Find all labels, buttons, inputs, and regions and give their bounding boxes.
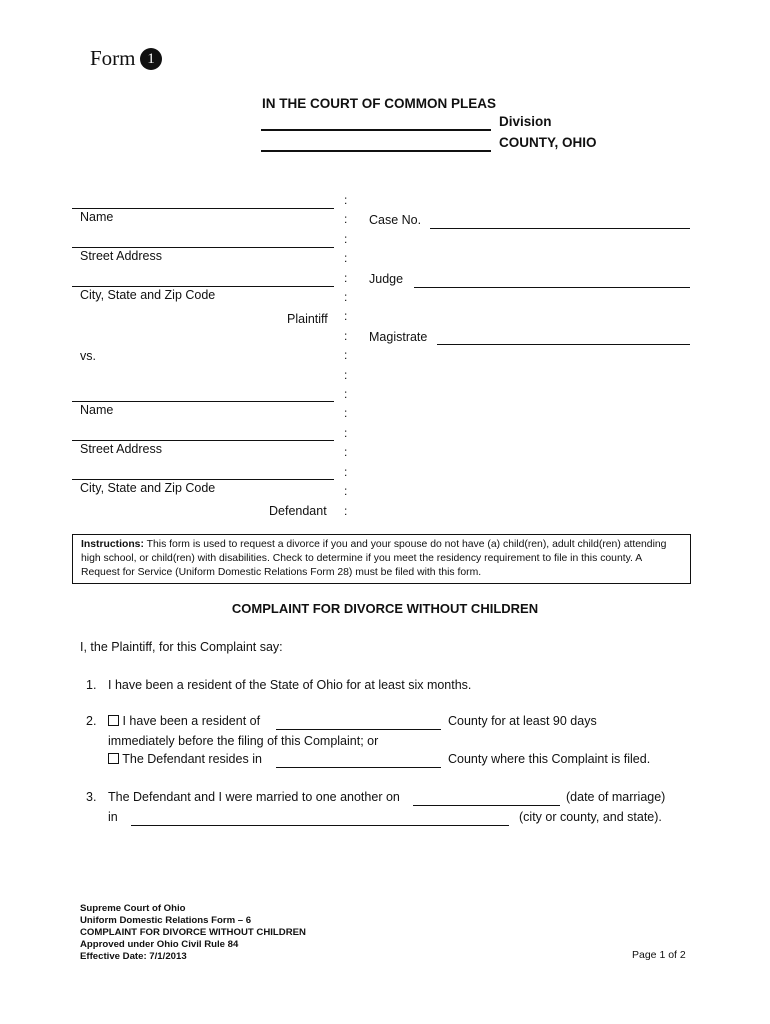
footer-line: COMPLAINT FOR DIVORCE WITHOUT CHILDREN	[80, 927, 306, 938]
item1-text: I have been a resident of the State of Ohio for at least six months.	[108, 678, 472, 692]
separator-colon: :	[344, 503, 348, 518]
division-label: Division	[499, 114, 552, 129]
defendant-name-line	[72, 401, 334, 402]
item2-number: 2.	[86, 714, 97, 728]
separator-colon: :	[344, 464, 348, 479]
instructions-box	[72, 534, 691, 584]
division-line	[261, 129, 491, 131]
judge-label: Judge	[369, 272, 404, 286]
defendant-role-label: Defendant	[269, 504, 327, 518]
separator-colon: :	[344, 309, 348, 324]
separator-colon: :	[344, 367, 348, 382]
plaintiff-street-line	[72, 247, 334, 248]
plaintiff-role-label: Plaintiff	[287, 312, 328, 326]
magistrate-field[interactable]	[437, 344, 690, 345]
defendant-street-line	[72, 440, 334, 441]
case-no-field[interactable]	[430, 228, 690, 229]
plaintiff-city-label: City, State and Zip Code	[80, 288, 216, 302]
versus-label: vs.	[80, 349, 96, 363]
separator-colons	[344, 191, 347, 521]
county-line	[261, 150, 491, 152]
footer-line: Approved under Ohio Civil Rule 84	[80, 939, 239, 950]
footer-line: Effective Date: 7/1/2013	[80, 951, 187, 962]
item2-option-b	[108, 752, 262, 766]
defendant-name-label: Name	[80, 403, 114, 417]
item3-place-suffix: (city or county, and state).	[519, 810, 662, 824]
case-no-label: Case No.	[369, 213, 422, 227]
separator-colon: :	[344, 270, 348, 285]
form-number-badge: 1	[140, 48, 162, 70]
plaintiff-name-line	[72, 208, 334, 209]
marriage-date-field[interactable]	[413, 805, 560, 806]
separator-colon: :	[344, 290, 348, 305]
plaintiff-street-label: Street Address	[80, 249, 162, 263]
footer-line: Uniform Domestic Relations Form – 6	[80, 915, 252, 926]
separator-colon: :	[344, 484, 348, 499]
instructions-text: This form is used to request a divorce if you and your spouse do not have (a) child(ren), adult child(ren) attending high school, or child(ren) with disabilities. Check to determine if you meet the residency requirement to file in this county. A Request for Service (Uniform Domestic Relations Form 28) must be filed with this form.	[81, 539, 667, 578]
resident-checkbox[interactable]	[108, 715, 119, 726]
item3-text: The Defendant and I were married to one another on	[108, 790, 400, 804]
plaintiff-name-label: Name	[80, 210, 114, 224]
item2-option-b-suffix: County where this Complaint is filed.	[448, 752, 651, 766]
magistrate-label: Magistrate	[369, 330, 428, 344]
court-title: IN THE COURT OF COMMON PLEAS	[262, 96, 496, 111]
separator-colon: :	[344, 348, 348, 363]
item2-option-a	[108, 714, 260, 728]
form-footer	[80, 903, 306, 963]
item3-date-suffix: (date of marriage)	[566, 790, 666, 804]
defendant-street-label: Street Address	[80, 442, 162, 456]
footer-line: Supreme Court of Ohio	[80, 903, 186, 914]
item2-option-a-text: I have been a resident of	[122, 714, 261, 728]
item3-in-label: in	[108, 810, 118, 824]
intro-text: I, the Plaintiff, for this Complaint say:	[80, 640, 283, 654]
judge-field[interactable]	[414, 287, 690, 288]
separator-colon: :	[344, 212, 348, 227]
plaintiff-city-line	[72, 286, 334, 287]
resident-county-field[interactable]	[276, 729, 441, 730]
marriage-place-field[interactable]	[131, 825, 509, 826]
page-number: Page 1 of 2	[632, 949, 686, 961]
item3-number: 3.	[86, 790, 97, 804]
defendant-resides-checkbox[interactable]	[108, 753, 119, 764]
document-title: COMPLAINT FOR DIVORCE WITHOUT CHILDREN	[231, 601, 539, 616]
item2-option-b-text: The Defendant resides in	[122, 752, 262, 766]
county-label: COUNTY, OHIO	[499, 135, 597, 150]
separator-colon: :	[344, 445, 348, 460]
separator-colon: :	[344, 231, 348, 246]
form-label: Form	[90, 46, 136, 70]
separator-colon: :	[344, 251, 348, 266]
separator-colon: :	[344, 193, 348, 207]
instructions-heading: Instructions:	[81, 539, 144, 550]
defendant-county-field[interactable]	[276, 767, 441, 768]
defendant-city-line	[72, 479, 334, 480]
separator-colon: :	[344, 425, 348, 440]
defendant-city-label: City, State and Zip Code	[80, 481, 216, 495]
item2-option-a-suffix: County for at least 90 days	[448, 714, 597, 728]
item1-number: 1.	[86, 678, 97, 692]
item2-continuation: immediately before the filing of this Complaint; or	[108, 734, 379, 748]
separator-colon: :	[344, 387, 348, 402]
separator-colon: :	[344, 406, 348, 421]
separator-colon: :	[344, 328, 348, 343]
